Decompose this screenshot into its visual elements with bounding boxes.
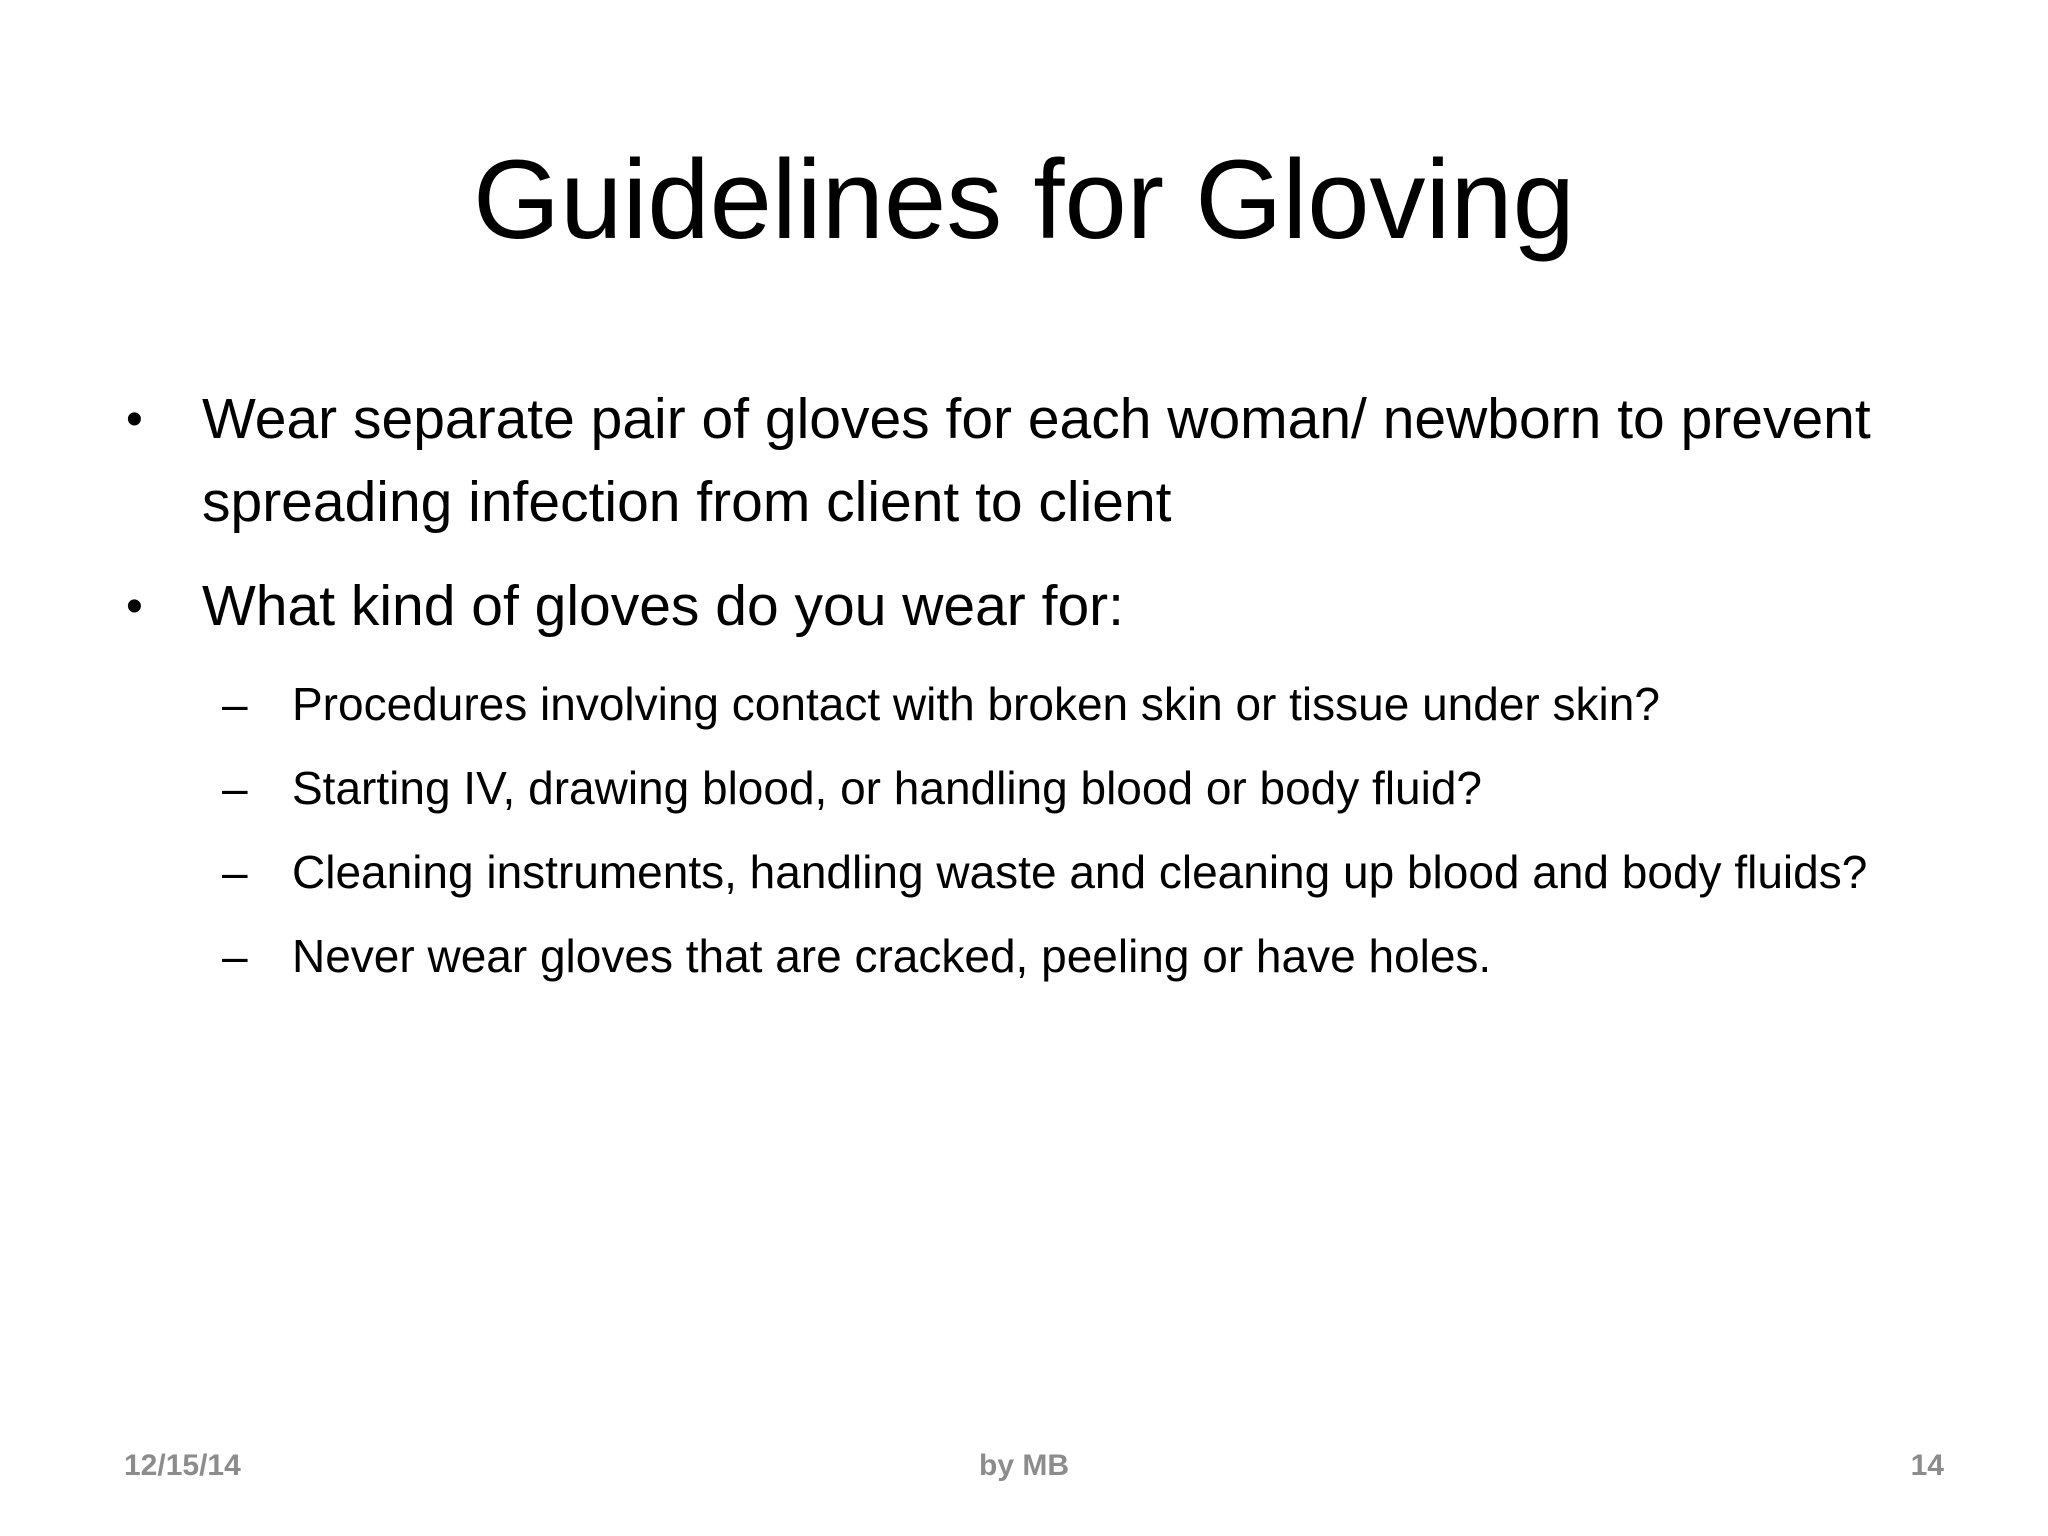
sub-bullet-text: Procedures involving contact with broken skin or tissue under skin? [292, 678, 1660, 730]
slide-title: Guidelines for Gloving [473, 137, 1575, 262]
sub-bullet-item [122, 837, 1982, 907]
sub-bullet-item [122, 921, 1982, 991]
bullet-item [122, 565, 1982, 648]
dash-icon: – [222, 846, 248, 898]
sub-bullet-text: Never wear gloves that are cracked, peeling or have holes. [292, 930, 1492, 982]
footer-author: by MB [979, 1449, 1069, 1482]
dash-icon: – [222, 678, 248, 730]
sub-bullet-item [122, 753, 1982, 823]
bullet-text: Wear separate pair of gloves for each woman/ newborn to prevent spreading infection from client to client [202, 387, 1871, 534]
bullet-text: What kind of gloves do you wear for: [202, 574, 1124, 638]
page-number: 14 [1910, 1449, 1944, 1482]
dash-icon: – [222, 930, 248, 982]
dash-icon: – [222, 762, 248, 814]
sub-bullet-item [122, 669, 1982, 739]
sub-bullet-text: Cleaning instruments, handling waste and cleaning up blood and body fluids? [292, 846, 1868, 898]
bullet-icon: • [126, 580, 143, 633]
bullet-icon: • [126, 393, 143, 446]
slide-content [122, 378, 1982, 1005]
sub-bullet-text: Starting IV, drawing blood, or handling blood or body fluid? [292, 762, 1483, 814]
bullet-item [122, 378, 1982, 544]
footer-date: 12/15/14 [124, 1449, 241, 1482]
sub-bullet-list [122, 669, 1982, 991]
